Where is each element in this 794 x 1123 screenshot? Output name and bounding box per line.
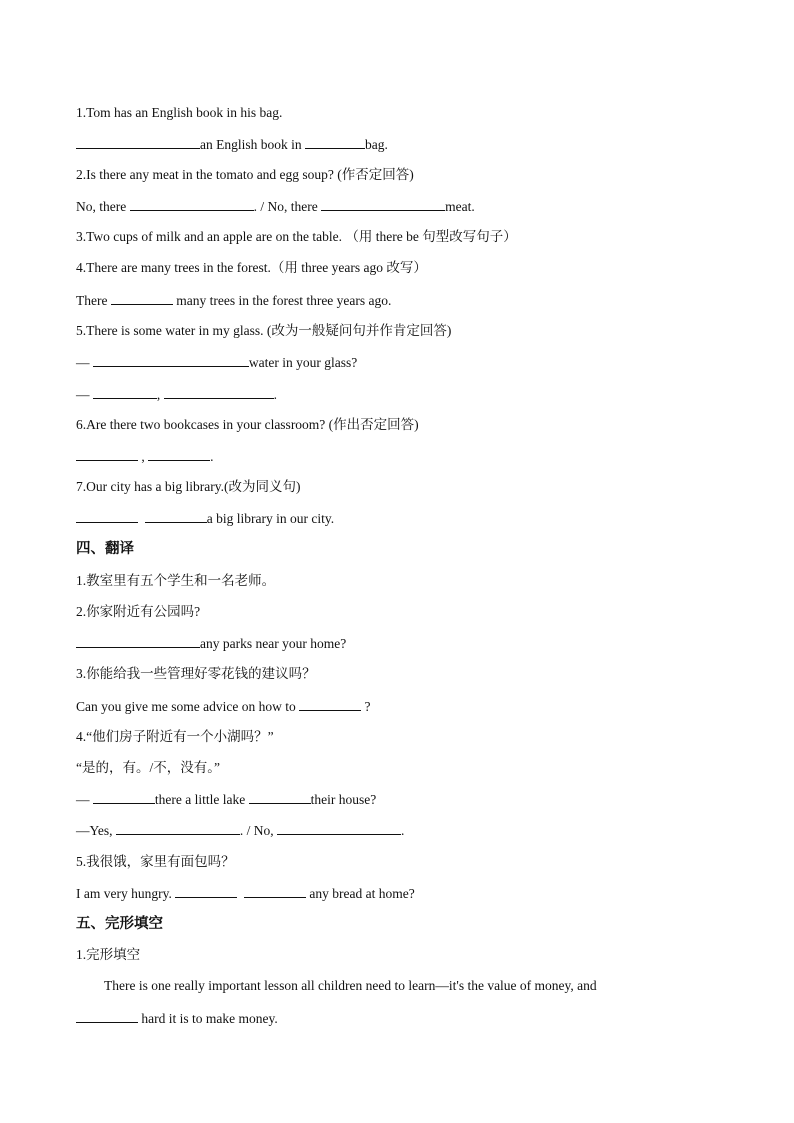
translation-4-answer-question: — there a little lake their house? <box>76 792 377 807</box>
answer-blank[interactable] <box>76 447 138 461</box>
section-5-title: 五、完形填空 <box>76 916 163 932</box>
question-7-text: 7.Our city has a big library.(改为同义句) <box>76 479 301 494</box>
question-7-answer: a big library in our city. <box>76 509 334 528</box>
answer-blank[interactable] <box>76 1009 138 1023</box>
translation-5-text: 5.我很饿，家里有面包吗？ <box>76 854 235 869</box>
translation-4-answer-reply: —Yes, . / No, . <box>76 823 405 838</box>
answer-blank[interactable] <box>145 509 207 523</box>
question-1-answer: an English book in bag. <box>76 135 388 154</box>
answer-blank[interactable] <box>299 697 361 711</box>
question-1-text: 1.Tom has an English book in his bag. <box>76 105 283 120</box>
cloze-label: 1.完形填空 <box>76 947 141 962</box>
section-4-title: 四、翻译 <box>76 541 134 557</box>
question-6-text: 6.Are there two bookcases in your classroom? (作出否定回答) <box>76 417 419 432</box>
answer-blank[interactable] <box>244 884 306 898</box>
answer-blank[interactable] <box>277 821 401 835</box>
translation-5-answer: I am very hungry. any bread at home? <box>76 886 415 901</box>
answer-blank[interactable] <box>249 790 311 804</box>
answer-blank[interactable] <box>76 135 200 149</box>
translation-2-answer: any parks near your home? <box>76 634 346 653</box>
question-4-text: 4.There are many trees in the forest.（用 three years ago 改写） <box>76 260 427 275</box>
answer-blank[interactable] <box>305 135 365 149</box>
translation-2-text: 2.你家附近有公园吗? <box>76 604 201 619</box>
question-5-text: 5.There is some water in my glass. (改为一般疑问句并作肯定回答) <box>76 323 452 338</box>
question-2-answer: No, there . / No, there meat. <box>76 199 475 214</box>
translation-3-text: 3.你能给我一些管理好零花钱的建议吗？ <box>76 666 316 681</box>
question-2-text: 2.Is there any meat in the tomato and egg soup? (作否定回答) <box>76 167 414 182</box>
answer-blank[interactable] <box>164 385 274 399</box>
answer-blank[interactable] <box>148 447 210 461</box>
question-6-answer: , . <box>76 447 214 466</box>
question-4-answer: There many trees in the forest three years ago. <box>76 293 392 308</box>
translation-4-text-2: “是的，有。/不，没有。” <box>76 760 220 775</box>
translation-4-text: 4.“他们房子附近有一个小湖吗？” <box>76 729 274 744</box>
answer-blank[interactable] <box>93 385 157 399</box>
answer-blank[interactable] <box>76 509 138 523</box>
answer-blank[interactable] <box>321 197 445 211</box>
answer-blank[interactable] <box>76 634 200 648</box>
answer-blank[interactable] <box>93 353 249 367</box>
cloze-paragraph-line-1: There is one really important lesson all children need to learn—it's the value of money, and <box>104 978 597 993</box>
question-5-answer-reply: — , . <box>76 387 277 402</box>
answer-blank[interactable] <box>93 790 155 804</box>
answer-blank[interactable] <box>175 884 237 898</box>
question-5-answer-question: — water in your glass? <box>76 355 358 370</box>
cloze-paragraph-line-2: hard it is to make money. <box>76 1009 278 1028</box>
answer-blank[interactable] <box>116 821 240 835</box>
answer-blank[interactable] <box>111 291 173 305</box>
translation-1-text: 1.教室里有五个学生和一名老师。 <box>76 573 276 588</box>
answer-blank[interactable] <box>130 197 254 211</box>
question-3-text: 3.Two cups of milk and an apple are on the table. （用 there be 句型改写句子） <box>76 229 517 244</box>
translation-3-answer: Can you give me some advice on how to ? <box>76 699 371 714</box>
